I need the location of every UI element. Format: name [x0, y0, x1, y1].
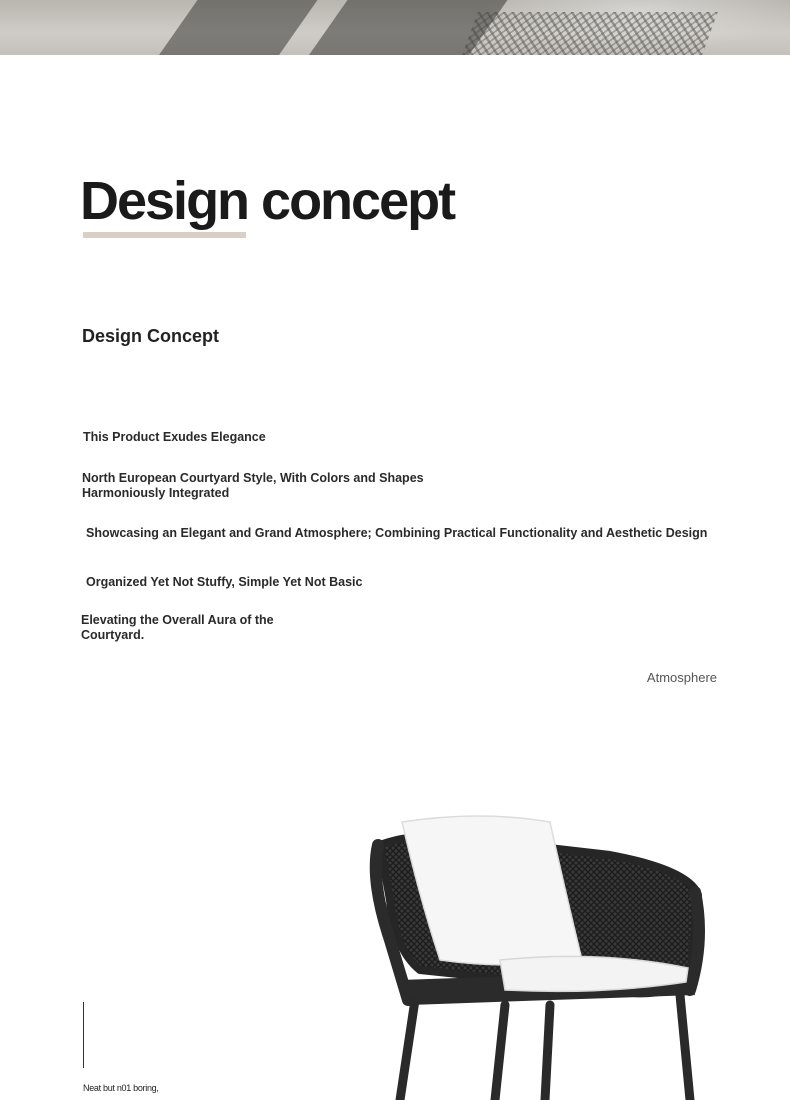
product-chair-image	[360, 800, 710, 1100]
banner-shadow-pattern	[462, 12, 718, 55]
vertical-divider	[83, 1002, 84, 1068]
banner-shadow	[148, 0, 331, 55]
tagline-text: Neat but n01 boring,	[83, 1083, 159, 1093]
concept-line-5: Elevating the Overall Aura of the Courtyard.	[81, 613, 274, 642]
page-title: Design concept	[80, 171, 455, 231]
atmosphere-label: Atmosphere	[646, 670, 717, 685]
concept-line-4: Organized Yet Not Stuffy, Simple Yet Not Basic	[86, 575, 363, 589]
top-banner-photo	[0, 0, 790, 55]
section-subheading: Design Concept	[82, 326, 220, 346]
title-underline	[83, 232, 246, 238]
concept-line-3: Showcasing an Elegant and Grand Atmosphere; Combining Practical Functionality and Aesthetic Design	[86, 526, 708, 540]
concept-line-2: North European Courtyard Style, With Colors and Shapes Harmoniously Integrated	[82, 471, 424, 500]
concept-line-1: This Product Exudes Elegance	[83, 430, 266, 444]
